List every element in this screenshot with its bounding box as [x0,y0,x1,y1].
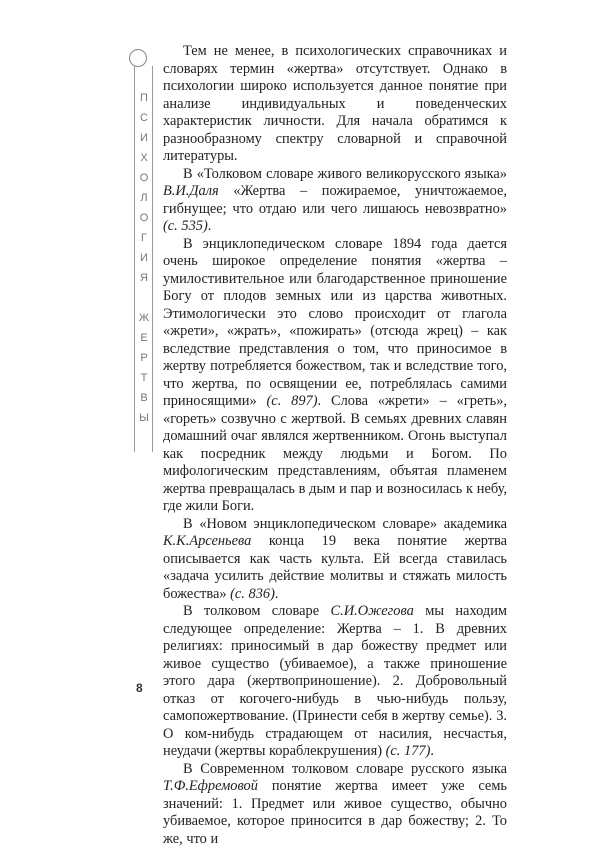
text-run: . [275,586,279,602]
margin-circle-ornament [129,49,147,67]
author-name: В.И.Даля [163,183,219,199]
paragraph [163,166,507,236]
margin-rule [152,66,153,452]
paragraph [163,516,507,604]
text-run: В энциклопедическом словаре 1894 года дается очень широкое определение понятия «жертва – умилостивительное или благодарственное приношение Богу от плодов земных или из царства животных. Этимологически это слово происходит от глагола «жрети», «жрать», «пожирать» (отсюда жрец) – как вследствие представления о том, что приносимое в жертву потребляется божеством, так и вследствие того, что жертва, по освящении ее, потреблялась самими приносящими» [163,236,507,410]
text-run: . [208,218,212,234]
text-run: мы находим следующее определение: Жертва – 1. В древних религиях: приносимый в дар божеству предмет или живое существо (убиваемое), а также приношение этого дара (жертвоприношение). 2. Добровольный отказ от когочего-нибудь в чью-нибудь пользу, самопожертвование. (Принести себя в жертву семье). 3. О ком-нибудь страдающем от насилия, несчастья, неудачи (жертвы кораблекрушения) [163,603,507,759]
page-reference: (с. 177) [386,743,431,759]
text-run: . [430,743,434,759]
paragraph [163,603,507,761]
text-run: . Слова «жрети» – «греть», «гореть» созвучно с жертвой. В семьях древних славян домашний очаг являлся жертвенником. Огонь выступал как посредник между людьми и Богом. По мифологическим представлениям, объятая пламенем жертва превращалась в дым и пар и возносилась к небу, где жили Боги. [163,393,507,514]
page-reference: (с. 535) [163,218,208,234]
page-number: 8 [136,681,143,695]
author-name: К.К.Арсеньева [163,533,251,549]
text-run: «Жертва – пожираемое, уничтожаемое, гибнущее; что отдаю или чего лишаюсь невозвратно» [163,183,507,217]
author-name: Т.Ф.Ефремовой [163,778,258,794]
paragraph: Тем не менее, в психологических справочниках и словарях термин «жертва» отсутствует. Однако в психологии широко используется данное понятие при анализе индивидуальных и поведенческих характеристик личности. Для начала обратимся к разнообразному спектру словарной и справочной литературы. [163,43,507,166]
author-name: С.И.Ожегова [331,603,414,619]
text-run: В толковом словаре [183,603,331,619]
text-run: В «Толковом словаре живого великорусского языка» [183,166,507,182]
paragraph [163,761,507,848]
paragraph [163,236,507,516]
text-run: конца 19 века понятие жертва описывается как часть культа. Ей всегда ставилась «задача усилить действие молитвы и стяжать милость божества» [163,533,507,602]
page-reference: (с. 897) [267,393,318,409]
running-title: ПСИХОЛОГИЯ ЖЕРТВЫ [135,92,152,432]
page-reference: (с. 836) [230,586,275,602]
body-text [163,43,507,848]
text-run: В «Новом энциклопедическом словаре» академика [183,516,507,532]
text-run: В Современном толковом словаре русского языка [183,761,507,777]
text-run: понятие жертва имеет уже семь значений: 1. Предмет или живое существо, обычно убиваемое, которое приносится в дар божеству; 2. То же, что и [163,778,507,847]
